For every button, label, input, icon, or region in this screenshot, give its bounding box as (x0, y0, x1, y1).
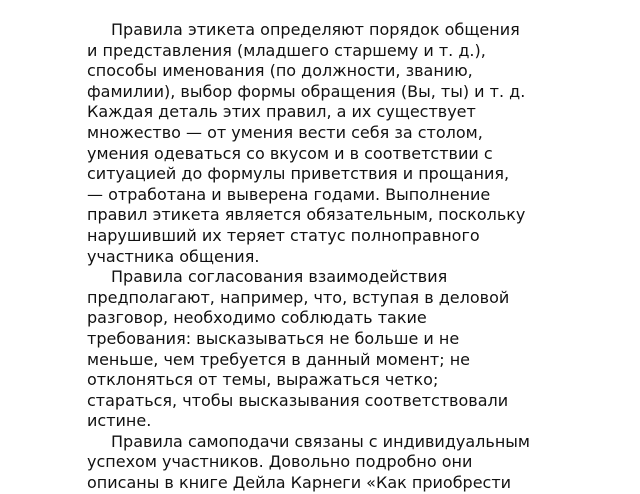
paragraph-2-line: разговор, необходимо соблюдать такие (87, 308, 427, 328)
paragraph-3-line: описаны в книге Дейла Карнеги «Как приобрести (87, 473, 512, 493)
paragraph-2-line: требования: высказываться не больше и не (87, 328, 460, 348)
paragraph-1-line: участника общения. (87, 246, 260, 266)
paragraph-1-line: Правила этикета определяют порядок общения (111, 20, 520, 39)
paragraph-2-line: отклоняться от темы, выражаться четко; (87, 370, 439, 390)
paragraph-1-line: и представления (младшего старшему и т. д.), (87, 40, 486, 60)
paragraph-1-line: умения одеваться со вкусом и в соответствии с (87, 143, 493, 163)
paragraph-1-line: ситуацией до формулы приветствия и прощания, (87, 164, 510, 184)
paragraph-1-line: фамилии), выбор формы обращения (Вы, ты) и т. д. (87, 81, 526, 101)
paragraph-3-line: Правила самоподачи связаны с индивидуальным (111, 431, 530, 451)
paragraph-2-line: стараться, чтобы высказывания соответствовали (87, 390, 509, 410)
paragraph-1-line: правил этикета является обязательным, поскольку (87, 205, 526, 225)
paragraph-1-line: нарушивший их теряет статус полноправного (87, 225, 480, 245)
paragraph-2-line: предполагают, например, что, вступая в деловой (87, 287, 510, 307)
paragraph-2-line: Правила согласования взаимодействия (111, 267, 448, 287)
paragraph-1-line: — отработана и выверена годами. Выполнение (87, 184, 491, 204)
paragraph-1-line: множество — от умения вести себя за столом, (87, 122, 483, 142)
paragraph-2-line: меньше, чем требуется в данный момент; не (87, 349, 470, 369)
paragraph-1-line: Каждая деталь этих правил, а их существует (87, 102, 476, 122)
paragraph-2-line: истине. (87, 411, 152, 431)
paragraph-3-line: успехом участников. Довольно подробно они (87, 452, 473, 472)
paragraph-1-line: способы именования (по должности, званию, (87, 61, 473, 81)
document-text (87, 20, 559, 494)
